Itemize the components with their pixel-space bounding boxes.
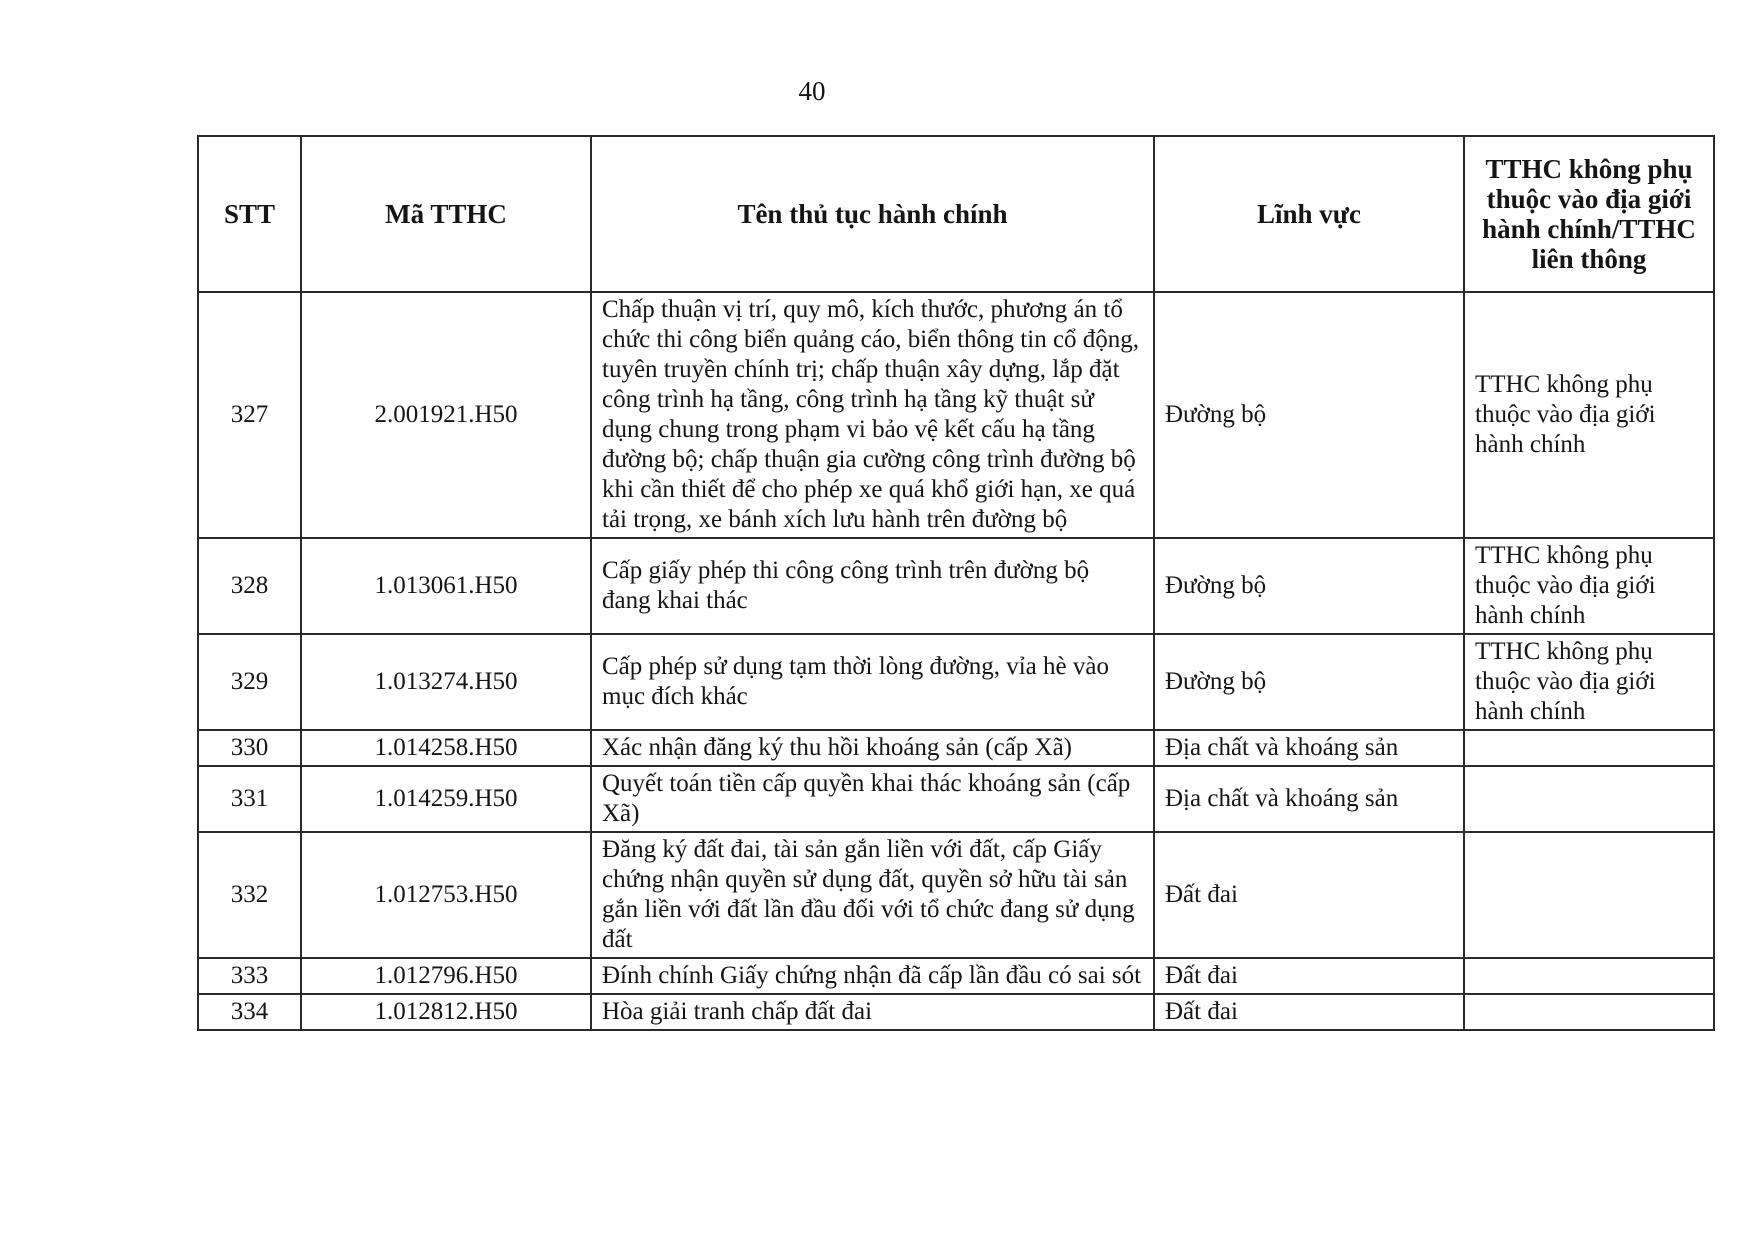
cell-note: [1464, 766, 1714, 832]
cell-note: TTHC không phụ thuộc vào địa giới hành chính: [1464, 292, 1714, 538]
table-row: [198, 634, 1714, 730]
cell-field: Địa chất và khoáng sản: [1154, 766, 1464, 832]
cell-note: [1464, 832, 1714, 958]
cell-code: 1.012753.H50: [301, 832, 591, 958]
cell-name: Hòa giải tranh chấp đất đai: [591, 994, 1154, 1030]
cell-name: Đính chính Giấy chứng nhận đã cấp lần đầu có sai sót: [591, 958, 1154, 994]
cell-field: Địa chất và khoáng sản: [1154, 730, 1464, 766]
table-row: [198, 958, 1714, 994]
cell-code: 2.001921.H50: [301, 292, 591, 538]
cell-field: Đường bộ: [1154, 538, 1464, 634]
table-row: [198, 730, 1714, 766]
table-header-row: [198, 136, 1714, 292]
cell-code: 1.014259.H50: [301, 766, 591, 832]
cell-note: [1464, 730, 1714, 766]
header-note: TTHC không phụ thuộc vào địa giới hành chính/TTHC liên thông: [1464, 136, 1714, 292]
cell-name: Cấp phép sử dụng tạm thời lòng đường, vỉa hè vào mục đích khác: [591, 634, 1154, 730]
table-row: [198, 766, 1714, 832]
cell-note: TTHC không phụ thuộc vào địa giới hành chính: [1464, 634, 1714, 730]
header-name: Tên thủ tục hành chính: [591, 136, 1154, 292]
cell-field: Đất đai: [1154, 994, 1464, 1030]
cell-code: 1.013274.H50: [301, 634, 591, 730]
table-row: [198, 538, 1714, 634]
cell-field: Đường bộ: [1154, 634, 1464, 730]
cell-name: Quyết toán tiền cấp quyền khai thác khoáng sản (cấp Xã): [591, 766, 1154, 832]
cell-field: Đường bộ: [1154, 292, 1464, 538]
cell-stt: 334: [198, 994, 301, 1030]
cell-stt: 331: [198, 766, 301, 832]
cell-code: 1.013061.H50: [301, 538, 591, 634]
cell-code: 1.014258.H50: [301, 730, 591, 766]
cell-code: 1.012796.H50: [301, 958, 591, 994]
cell-note: [1464, 994, 1714, 1030]
cell-name: Cấp giấy phép thi công công trình trên đường bộ đang khai thác: [591, 538, 1154, 634]
cell-name: Đăng ký đất đai, tài sản gắn liền với đất, cấp Giấy chứng nhận quyền sử dụng đất, quyền sở hữu tài sản gắn liền với đất lần đầu đối với tổ chức đang sử dụng đất: [591, 832, 1154, 958]
table-row: [198, 292, 1714, 538]
cell-note: TTHC không phụ thuộc vào địa giới hành chính: [1464, 538, 1714, 634]
cell-stt: 328: [198, 538, 301, 634]
procedures-table: [197, 135, 1715, 1031]
table-row: [198, 994, 1714, 1030]
cell-name: Xác nhận đăng ký thu hồi khoáng sản (cấp Xã): [591, 730, 1154, 766]
cell-stt: 333: [198, 958, 301, 994]
header-field: Lĩnh vực: [1154, 136, 1464, 292]
cell-stt: 332: [198, 832, 301, 958]
cell-code: 1.012812.H50: [301, 994, 591, 1030]
header-code: Mã TTHC: [301, 136, 591, 292]
table-row: [198, 832, 1714, 958]
cell-field: Đất đai: [1154, 958, 1464, 994]
cell-name: Chấp thuận vị trí, quy mô, kích thước, phương án tổ chức thi công biển quảng cáo, biển thông tin cổ động, tuyên truyền chính trị; chấp thuận xây dựng, lắp đặt công trình hạ tầng, công trình hạ tầng kỹ thuật sử dụng chung trong phạm vi bảo vệ kết cấu hạ tầng đường bộ; chấp thuận gia cường công trình đường bộ khi cần thiết để cho phép xe quá khổ giới hạn, xe quá tải trọng, xe bánh xích lưu hành trên đường bộ: [591, 292, 1154, 538]
header-stt: STT: [198, 136, 301, 292]
cell-stt: 330: [198, 730, 301, 766]
cell-stt: 327: [198, 292, 301, 538]
cell-note: [1464, 958, 1714, 994]
cell-field: Đất đai: [1154, 832, 1464, 958]
page-number: 40: [798, 76, 826, 106]
cell-stt: 329: [198, 634, 301, 730]
